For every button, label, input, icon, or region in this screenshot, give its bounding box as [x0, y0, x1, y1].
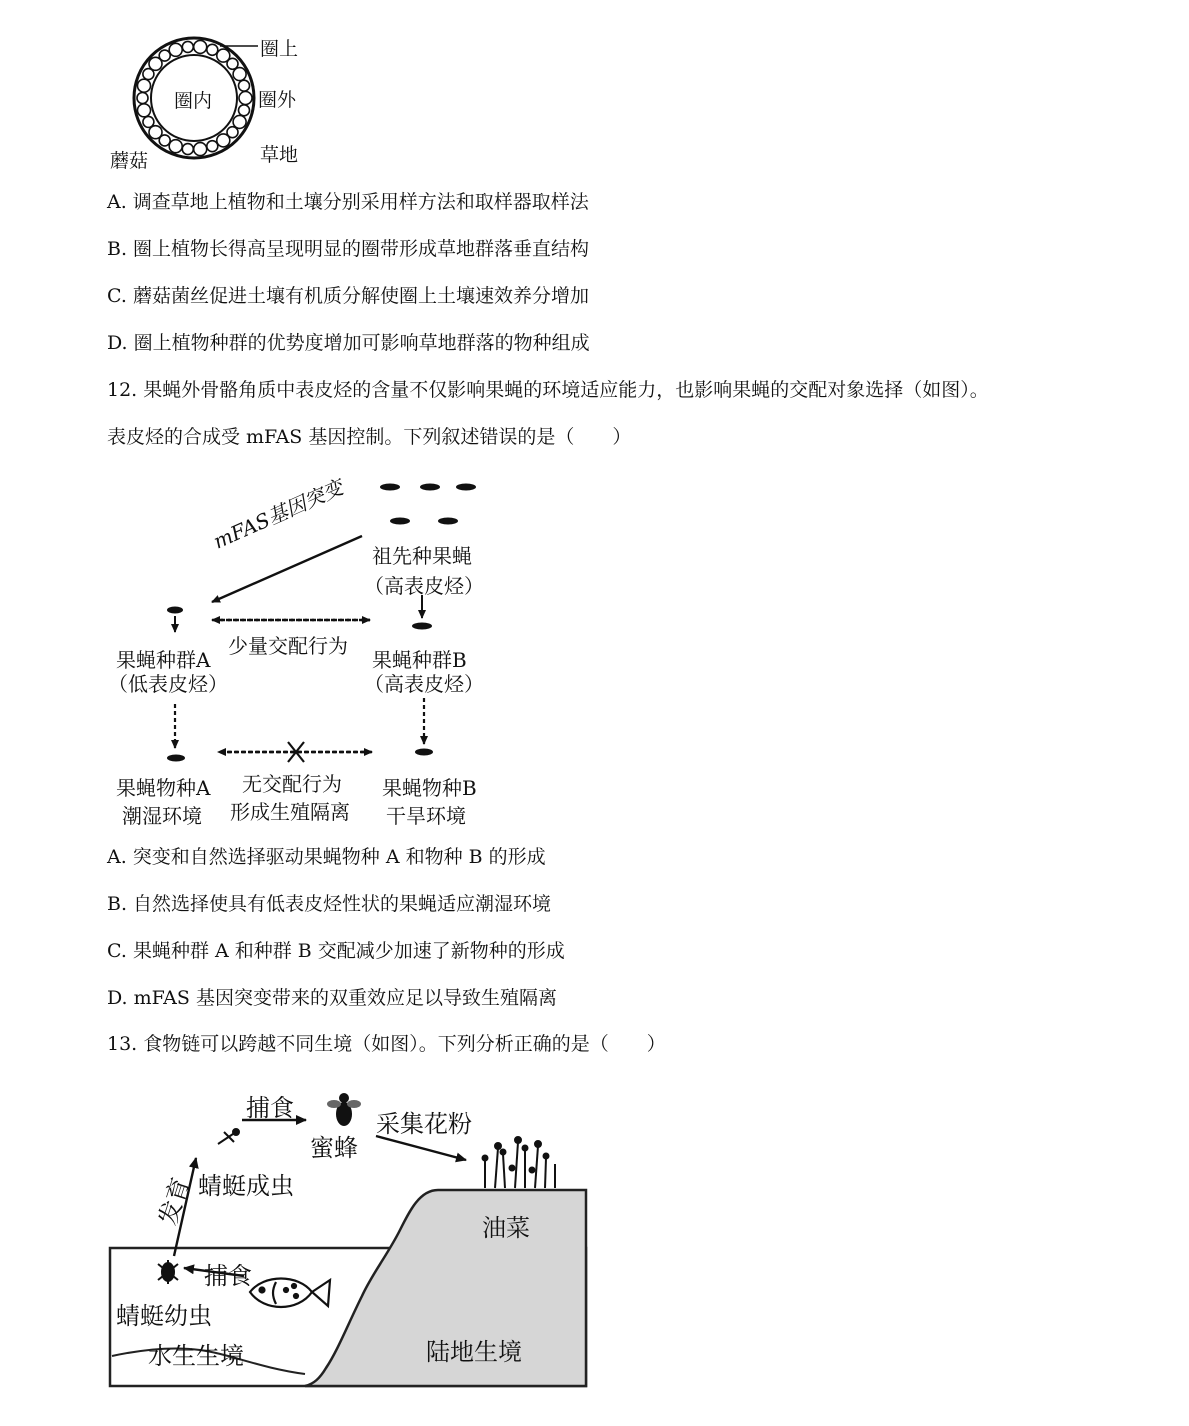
mutation-label: mFAS基因突变: [209, 475, 347, 554]
q11-option-b: B. 圈上植物长得高呈现明显的圈带形成草地群落垂直结构: [107, 238, 590, 260]
mushroom-dot: [194, 143, 207, 156]
isolation-label: 形成生殖隔离: [230, 800, 350, 824]
mushroom-dot: [239, 105, 250, 116]
mushroom-dot: [207, 44, 218, 55]
bee-icon: [327, 1093, 361, 1126]
q13-stem: 13. 食物链可以跨越不同生境（如图）。下列分析正确的是（ ）: [107, 1033, 666, 1055]
mushroom-dot: [194, 40, 207, 53]
larva-label: 蜻蜓幼虫: [116, 1302, 212, 1330]
q11-option-d: D. 圈上植物种群的优势度增加可影响草地群落的物种组成: [107, 332, 590, 354]
adult-dragonfly-label: 蜻蜓成虫: [198, 1172, 294, 1200]
q12-option-a: A. 突变和自然选择驱动果蝇物种 A 和物种 B 的形成: [107, 846, 546, 868]
q12-option-c: C. 果蝇种群 A 和种群 B 交配减少加速了新物种的形成: [107, 940, 565, 962]
q11-option-a: A. 调查草地上植物和土壤分别采用样方法和取样器取样法: [107, 191, 589, 213]
mushroom-dot: [182, 144, 193, 155]
prey-bottom-label: 捕食: [204, 1262, 252, 1290]
species-a-label: 果蝇物种A: [116, 776, 211, 800]
develop-label: 发育: [153, 1174, 196, 1229]
mushroom-dot: [169, 140, 182, 153]
ring-on-label: 圈上: [260, 38, 299, 60]
mushroom-dot: [207, 141, 218, 152]
mushroom-dot: [233, 68, 246, 81]
ancestor-trait-label: （高表皮烃）: [364, 574, 484, 598]
q12-option-d: D. mFAS 基因突变带来的双重效应足以导致生殖隔离: [107, 987, 557, 1009]
food-chain-figure: [100, 1078, 600, 1398]
mushroom-dot: [217, 134, 230, 147]
q12-stem-line2: 表皮烃的合成受 mFAS 基因控制。下列叙述错误的是（ ）: [107, 426, 632, 448]
fly-speciation-figure: [100, 470, 520, 830]
q12-stem-line1: 12. 果蝇外骨骼角质中表皮烃的含量不仅影响果蝇的环境适应能力，也影响果蝇的交配对象选择（如图）。: [107, 379, 989, 401]
aquatic-label: 水生生境: [148, 1342, 244, 1370]
mushroom-dot: [169, 43, 182, 56]
ring-inside-label: 圈内: [174, 90, 213, 112]
terrestrial-label: 陆地生境: [426, 1338, 522, 1366]
mushroom-dot: [138, 104, 151, 117]
q12-option-b: B. 自然选择使具有低表皮烃性状的果蝇适应潮湿环境: [107, 893, 552, 915]
ring-outside-label: 圈外: [258, 89, 297, 111]
prey-top-label: 捕食: [246, 1094, 294, 1122]
pop-a-label: 果蝇种群A: [116, 648, 211, 672]
mushroom-dot: [159, 50, 170, 61]
pop-b-label: 果蝇种群B: [372, 648, 467, 672]
grassland-label: 草地: [260, 144, 299, 166]
species-b-label: 果蝇物种B: [382, 776, 477, 800]
pop-a-trait-label: （低表皮烃）: [108, 672, 228, 696]
little-mating-label: 少量交配行为: [228, 634, 348, 658]
pop-b-trait-label: （高表皮烃）: [364, 672, 484, 696]
mushroom-dot: [182, 41, 193, 52]
fairy-ring-figure: [100, 28, 340, 178]
species-b-env-label: 干旱环境: [386, 804, 466, 828]
q11-option-c: C. 蘑菇菌丝促进土壤有机质分解使圈上土壤速效养分增加: [107, 285, 589, 307]
species-a-env-label: 潮湿环境: [122, 804, 202, 828]
mushroom-dot: [239, 80, 250, 91]
mushroom-dot: [239, 92, 252, 105]
collect-pollen-label: 采集花粉: [376, 1110, 472, 1138]
ancestor-label: 祖先种果蝇: [372, 544, 472, 568]
mushroom-label: 蘑菇: [110, 150, 149, 172]
mushroom-dot: [143, 116, 154, 127]
rapeseed-label: 油菜: [482, 1214, 530, 1242]
bee-label: 蜜蜂: [310, 1134, 358, 1162]
mushroom-dot: [137, 93, 148, 104]
mushroom-dot: [138, 79, 151, 92]
no-mating-label: 无交配行为: [242, 772, 342, 796]
